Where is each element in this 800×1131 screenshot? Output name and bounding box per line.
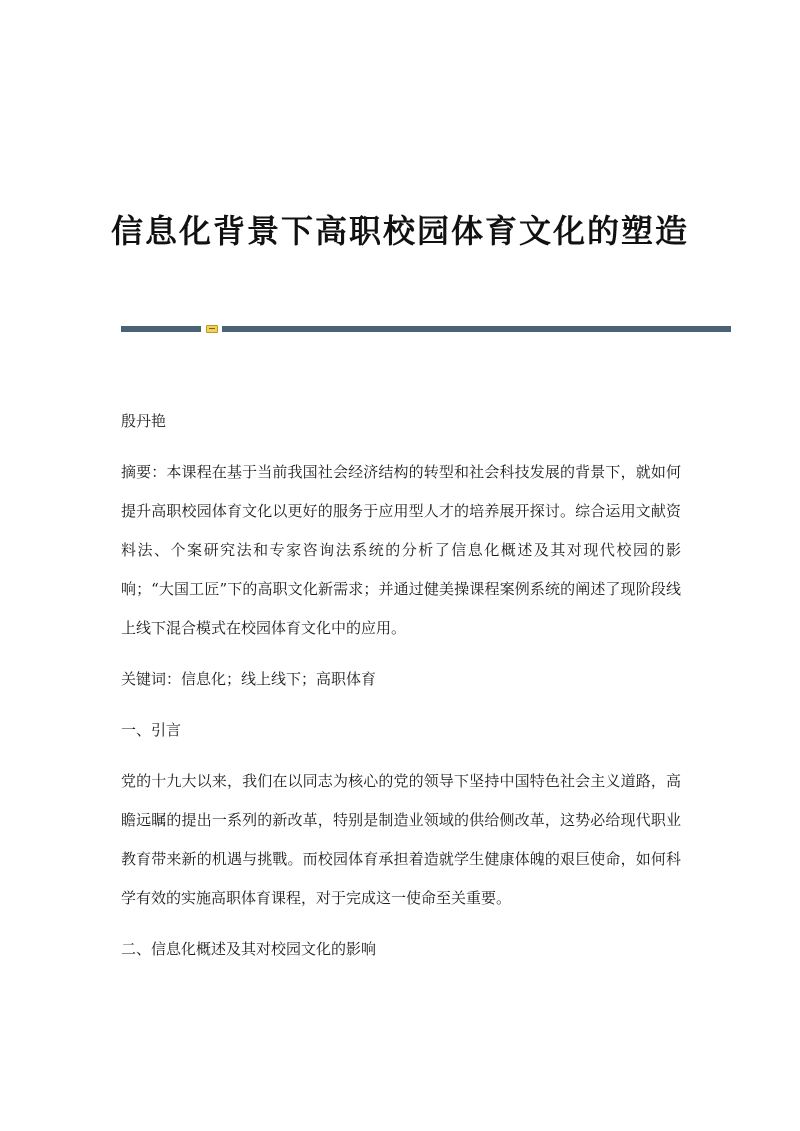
author-name: 殷丹艳 bbox=[121, 412, 167, 430]
page-title: 信息化背景下高职校园体育文化的塑造 bbox=[110, 212, 689, 251]
divider-left-segment bbox=[121, 326, 201, 332]
title-divider bbox=[121, 325, 731, 333]
divider-right-segment bbox=[222, 326, 731, 332]
pencil-icon bbox=[206, 325, 218, 333]
abstract-paragraph: 摘要：本课程在基于当前我国社会经济结构的转型和社会科技发展的背景下，就如何提升高职校园体育文化以更好的服务于应用型人才的培养展开探讨。综合运用文献资料法、个案研究法和专家咨询法系统的分析了信息化概述及其对现代校园的影响；“大国工匠”下的高职文化新需求；并通过健美操课程案例系统的阐述了现阶段线上线下混合模式在校园体育文化中的应用。 bbox=[121, 463, 681, 637]
section-heading-informatization: 二、信息化概述及其对校园文化的影响 bbox=[121, 940, 377, 958]
document-body bbox=[121, 402, 681, 981]
section-heading-introduction: 一、引言 bbox=[121, 721, 182, 739]
introduction-paragraph: 党的十九大以来，我们在以同志为核心的党的领导下坚持中国特色社会主义道路，高瞻远瞩的提出一系列的新改革，特别是制造业领域的供给侧改革，这势必给现代职业教育带来新的机遇与挑戰。而校园体育承担着造就学生健康体魄的艰巨使命，如何科学有效的实施高职体育课程，对于完成这一使命至关重要。 bbox=[121, 772, 681, 907]
keywords-line: 关键词：信息化；线上线下；高职体育 bbox=[121, 670, 377, 688]
